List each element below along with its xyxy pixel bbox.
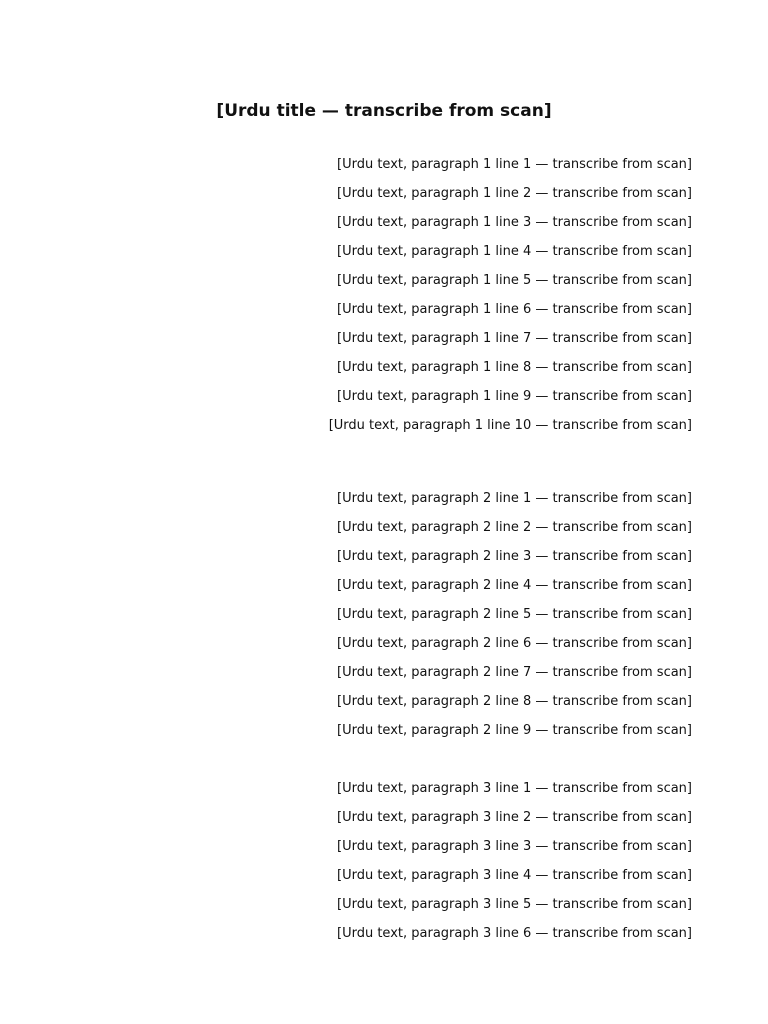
text-line: [Urdu text, paragraph 1 line 8 — transcribe from scan]: [337, 360, 692, 375]
text-line: [Urdu text, paragraph 1 line 9 — transcribe from scan]: [337, 389, 692, 404]
text-line: [Urdu text, paragraph 3 line 1 — transcribe from scan]: [337, 781, 692, 796]
text-line: [Urdu text, paragraph 2 line 6 — transcribe from scan]: [337, 636, 692, 651]
text-line: [Urdu text, paragraph 3 line 3 — transcribe from scan]: [337, 839, 692, 854]
text-line: [Urdu text, paragraph 3 line 6 — transcribe from scan]: [337, 926, 692, 941]
text-line: [Urdu text, paragraph 1 line 1 — transcribe from scan]: [337, 157, 692, 172]
text-line: [Urdu text, paragraph 3 line 4 — transcribe from scan]: [337, 868, 692, 883]
text-line: [Urdu text, paragraph 1 line 3 — transcribe from scan]: [337, 215, 692, 230]
text-line: [Urdu text, paragraph 1 line 7 — transcribe from scan]: [337, 331, 692, 346]
text-line: [Urdu text, paragraph 2 line 8 — transcribe from scan]: [337, 694, 692, 709]
text-line: [Urdu text, paragraph 2 line 1 — transcribe from scan]: [337, 491, 692, 506]
text-line: [Urdu text, paragraph 2 line 3 — transcribe from scan]: [337, 549, 692, 564]
paragraph: [86, 484, 692, 745]
text-line: [Urdu text, paragraph 1 line 5 — transcribe from scan]: [337, 273, 692, 288]
text-line: [Urdu text, paragraph 1 line 2 — transcribe from scan]: [337, 186, 692, 201]
text-line: [Urdu text, paragraph 1 line 4 — transcribe from scan]: [337, 244, 692, 259]
text-line: [Urdu text, paragraph 2 line 7 — transcribe from scan]: [337, 665, 692, 680]
text-line: [Urdu text, paragraph 3 line 5 — transcribe from scan]: [337, 897, 692, 912]
text-line: [Urdu text, paragraph 1 line 10 — transcribe from scan]: [328, 418, 692, 433]
text-line: [Urdu text, paragraph 2 line 2 — transcribe from scan]: [337, 520, 692, 535]
paragraph: [86, 150, 692, 440]
paragraph: [86, 774, 692, 948]
text-line: [Urdu text, paragraph 3 line 2 — transcribe from scan]: [337, 810, 692, 825]
text-line: [Urdu text, paragraph 1 line 6 — transcribe from scan]: [337, 302, 692, 317]
text-line: [Urdu text, paragraph 2 line 9 — transcribe from scan]: [337, 723, 692, 738]
page-title: [Urdu title — transcribe from scan]: [216, 101, 552, 121]
text-line: [Urdu text, paragraph 2 line 4 — transcribe from scan]: [337, 578, 692, 593]
text-line: [Urdu text, paragraph 2 line 5 — transcribe from scan]: [337, 607, 692, 622]
